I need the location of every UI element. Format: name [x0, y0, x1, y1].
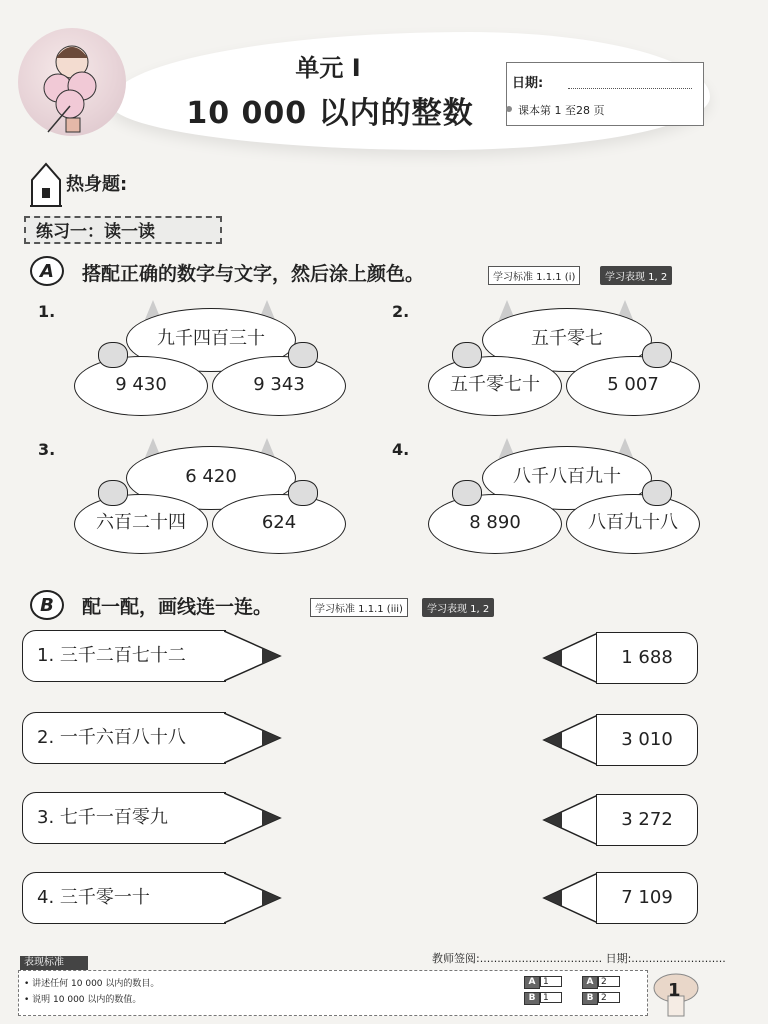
left-pencil[interactable]	[22, 712, 282, 768]
pencil-tip-icon	[542, 632, 598, 684]
pencil-tip-icon	[542, 794, 598, 846]
pencil-value: 3 010	[596, 714, 698, 766]
standard-item: • 讲述任何 10 000 以内的数目。	[24, 979, 160, 989]
right-pencil[interactable]	[542, 714, 700, 770]
pencil-tip-icon	[224, 792, 282, 844]
oval-left[interactable]: 五千零七十	[428, 356, 562, 416]
cat-paw-icon	[452, 342, 482, 368]
warmup-title: 热身题:	[66, 174, 128, 195]
grade-letter: B	[582, 992, 598, 1005]
mascot-girl-icon	[18, 28, 126, 136]
oval-top[interactable]: 八千八百九十	[482, 446, 652, 510]
oval-left[interactable]: 9 430	[74, 356, 208, 416]
standard-tag: 学习标准 1.1.1 (i)	[488, 266, 580, 285]
section-b-instruction: 配一配，画线连一连。	[82, 596, 273, 618]
oval-right[interactable]: 9 343	[212, 356, 346, 416]
pencil-number: 2.	[37, 727, 55, 748]
question-number: 4.	[392, 440, 410, 459]
bullet-icon	[506, 106, 512, 112]
grade-letter: B	[524, 992, 540, 1005]
cat-paw-icon	[642, 480, 672, 506]
question-number: 3.	[38, 440, 56, 459]
cat-paw-icon	[98, 480, 128, 506]
cat-paw-icon	[98, 342, 128, 368]
oval-left[interactable]: 8 890	[428, 494, 562, 554]
pencil-value: 7 109	[596, 872, 698, 924]
cat-paw-icon	[288, 342, 318, 368]
section-a-badge: A	[30, 256, 64, 286]
grade-letter: A	[582, 976, 598, 989]
oval-top[interactable]: 6 420	[126, 446, 296, 510]
pencil-tip-icon	[224, 872, 282, 924]
oval-right[interactable]: 八百九十八	[566, 494, 700, 554]
grade-checkbox[interactable]: 2	[598, 976, 620, 987]
pencil-tip-icon	[224, 630, 282, 682]
date-label: 日期:	[512, 76, 544, 91]
pencil-tip-icon	[224, 712, 282, 764]
performance-standard-tag: 表现标准	[20, 956, 88, 970]
grade-letter: A	[524, 976, 540, 989]
pencil-value: 1 688	[596, 632, 698, 684]
grade-checkbox[interactable]: 2	[598, 992, 620, 1003]
right-pencil[interactable]	[542, 872, 700, 928]
page-number: 1	[668, 980, 681, 1001]
warmup-house-icon	[28, 162, 64, 208]
pencil-text: 三千零一十	[59, 887, 150, 908]
left-pencil[interactable]	[22, 630, 282, 686]
cat-paw-icon	[452, 480, 482, 506]
left-pencil[interactable]	[22, 792, 282, 848]
pencil-text: 一千六百八十八	[59, 727, 186, 748]
cat-paw-icon	[642, 342, 672, 368]
right-pencil[interactable]	[542, 794, 700, 850]
oval-left[interactable]: 六百二十四	[74, 494, 208, 554]
oval-right[interactable]: 624	[212, 494, 346, 554]
standard-tag: 学习标准 1.1.1 (iii)	[310, 598, 408, 617]
question-number: 1.	[38, 302, 56, 321]
standard-item: • 说明 10 000 以内的数值。	[24, 995, 142, 1005]
pencil-number: 3.	[37, 807, 55, 828]
pencil-text: 七千一百零九	[59, 807, 168, 828]
unit-title: 10 000 以内的整数	[186, 96, 474, 131]
cat-paw-icon	[288, 480, 318, 506]
mascot-avatar	[18, 28, 126, 136]
pencil-number: 1.	[37, 645, 55, 666]
left-pencil[interactable]	[22, 872, 282, 928]
exercise-tag: 练习一：读一读	[24, 216, 222, 244]
date-field[interactable]	[568, 88, 692, 89]
performance-tag: 学习表现 1, 2	[600, 266, 672, 285]
performance-tag: 学习表现 1, 2	[422, 598, 494, 617]
pencil-tip-icon	[542, 872, 598, 924]
right-pencil[interactable]	[542, 632, 700, 688]
oval-right[interactable]: 5 007	[566, 356, 700, 416]
grade-checkbox[interactable]: 1	[540, 992, 562, 1003]
teacher-signature-line[interactable]: 教师签阅:................................... 日期:...........................	[432, 952, 726, 965]
textbook-reference: 课本第 1 至28 页	[518, 104, 605, 117]
question-number: 2.	[392, 302, 410, 321]
section-a-instruction: 搭配正确的数字与文字，然后涂上颜色。	[82, 263, 425, 285]
section-b-badge: B	[30, 590, 64, 620]
grade-checkbox[interactable]: 1	[540, 976, 562, 987]
oval-top[interactable]: 九千四百三十	[126, 308, 296, 372]
pencil-value: 3 272	[596, 794, 698, 846]
oval-top[interactable]: 五千零七	[482, 308, 652, 372]
pencil-number: 4.	[37, 887, 55, 908]
pencil-text: 三千二百七十二	[59, 645, 186, 666]
unit-label: 单元 I	[295, 54, 361, 82]
pencil-tip-icon	[542, 714, 598, 766]
